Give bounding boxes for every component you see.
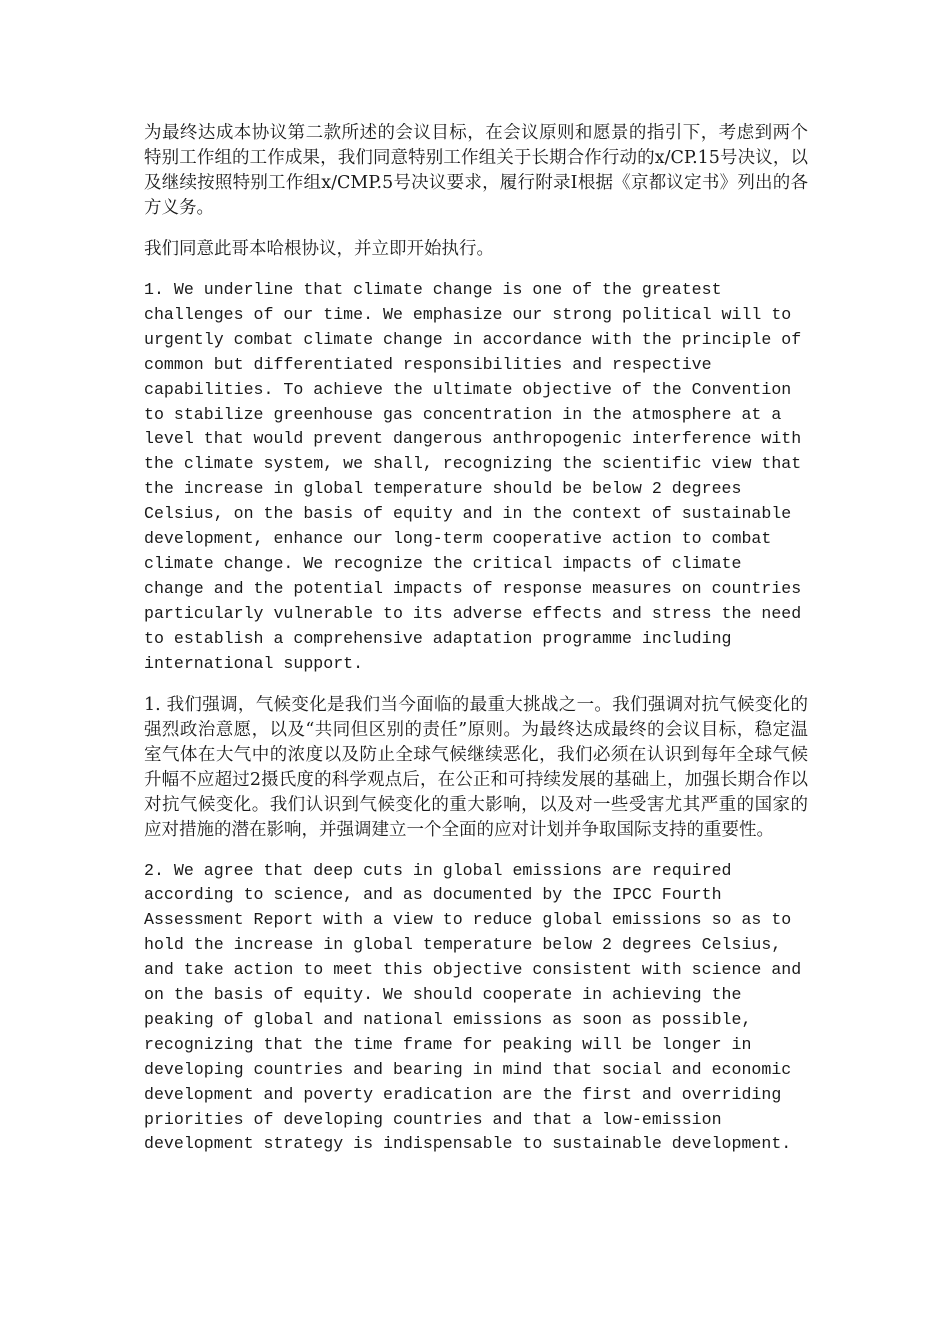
paragraph-en-item-2: 2. We agree that deep cuts in global emissions are required according to science, and as documented by the IPCC Fourth Assessment Report with a view to reduce global emissions so as to hold the increase in global temperature below 2 degrees Celsius, and take action to meet this objective consistent with science and on the basis of equity. We should cooperate in achieving the peaking of global and national emissions as soon as possible, recognizing that the time frame for peaking will be longer in developing countries and bearing in mind that social and economic development and poverty eradication are the first and overriding priorities of developing countries and that a low-emission development strategy is indispensable to sustainable development. xyxy=(144,860,802,1154)
paragraph-zh-item-1: 1. 我们强调，气候变化是我们当今面临的最重大挑战之一。我们强调对抗气候变化的强烈政治意愿，以及“共同但区别的责任”原则。为最终达成最终的会议目标，稳定温室气体在大气中的浓度以及防止全球气候继续恶化，我们必须在认识到每年全球气候升幅不应超过2摄氏度的科学观点后，在公正和可持续发展的基础上，加强长期合作以对抗气候变化。我们认识到气候变化的重大影响，以及对一些受害尤其严重的国家的应对措施的潜在影响，并强调建立一个全面的应对计划并争取国际支持的重要性。 xyxy=(144,694,808,840)
paragraph-en-item-1: 1. We underline that climate change is one of the greatest challenges of our time. We emphasize our strong political will to urgently combat climate change in accordance with the principle of common but differentiated responsibilities and respective capabilities. To achieve the ultimate objective of the Convention to stabilize greenhouse gas concentration in the atmosphere at a level that would prevent dangerous anthropogenic interference with the climate system, we shall, recognizing the scientific view that the increase in global temperature should be below 2 degrees Celsius, on the basis of equity and in the context of sustainable development, enhance our long-term cooperative action to combat climate change. We recognize the critical impacts of climate change and the potential impacts of response measures on countries particularly vulnerable to its adverse effects and stress the need to establish a comprehensive adaptation programme including international support. xyxy=(144,280,802,673)
paragraph-zh-intro: 为最终达成本协议第二款所述的会议目标，在会议原则和愿景的指引下，考虑到两个特别工作组的工作成果，我们同意特别工作组关于长期合作行动的x/CP.15号决议，以及继续按照特别工作组x/CMP.5号决议要求，履行附录I根据《京都议定书》列出的各方义务。 xyxy=(144,123,808,218)
document-page xyxy=(144,121,808,1173)
paragraph-zh-agreement: 我们同意此哥本哈根协议，并立即开始执行。 xyxy=(144,239,494,259)
